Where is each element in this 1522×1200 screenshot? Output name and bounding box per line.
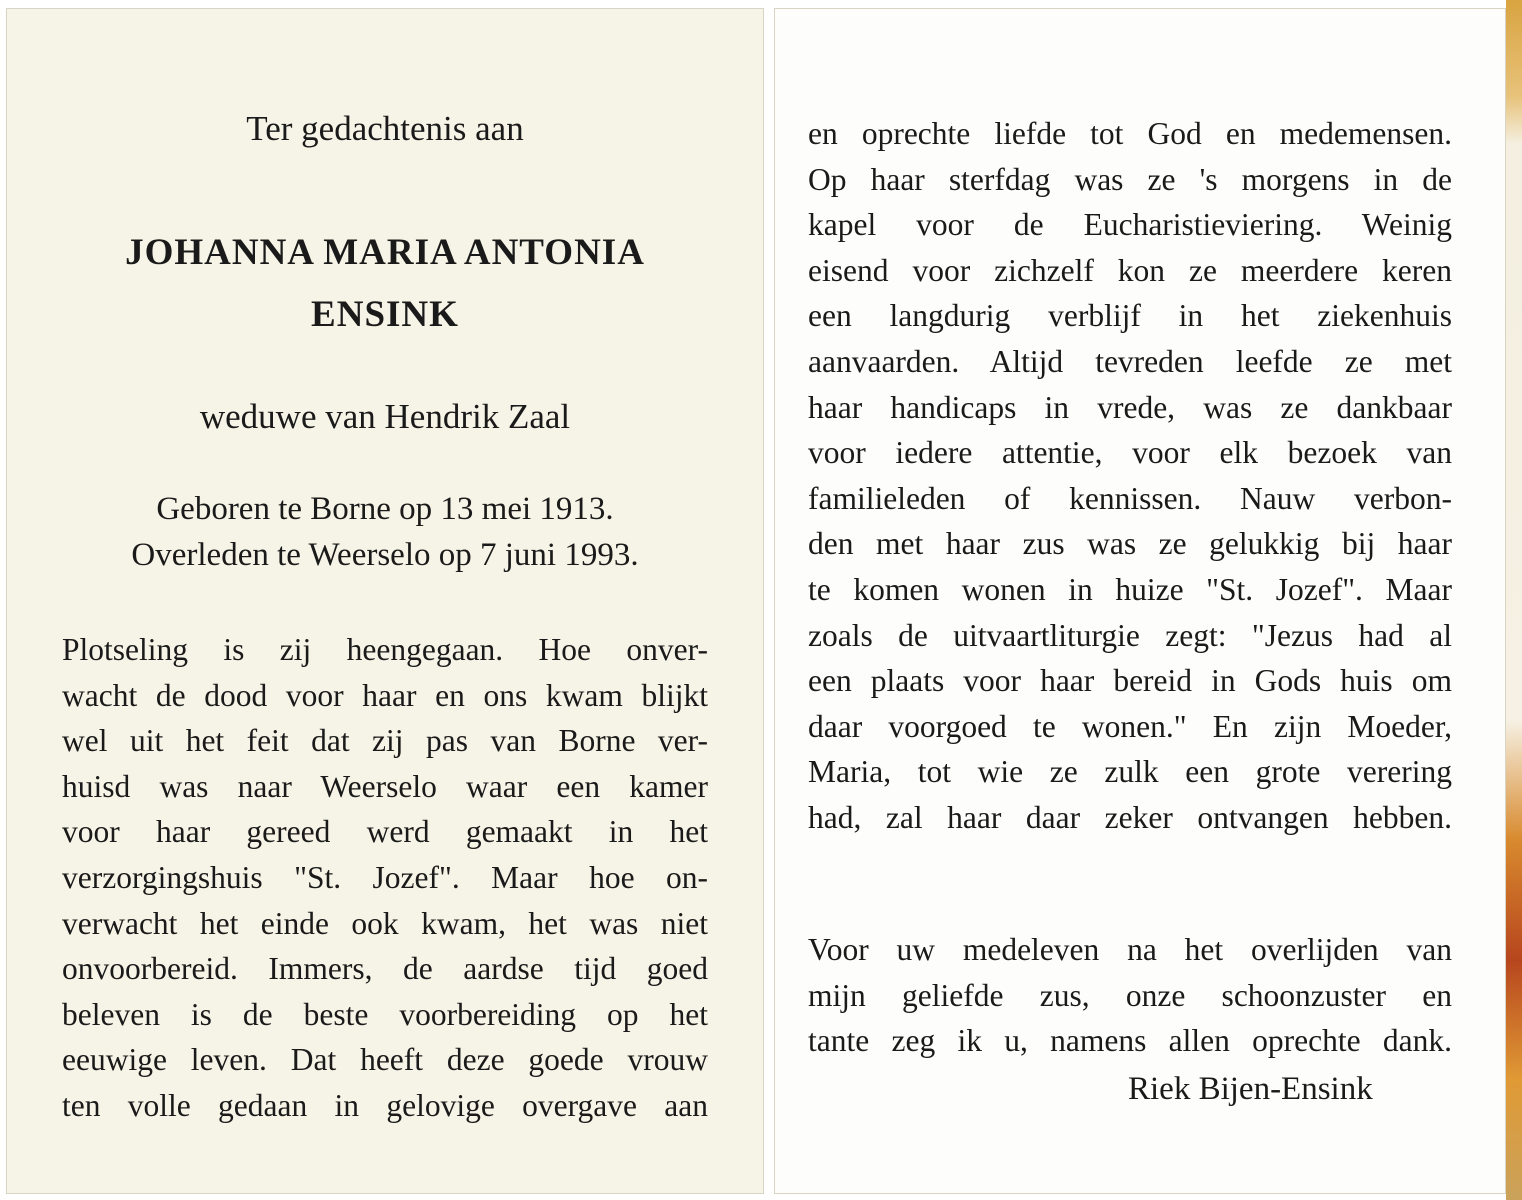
body-line: onvoorbereid. Immers, de aardse tijd goed xyxy=(62,951,708,987)
body-line: verwacht het einde ook kwam, het was niet xyxy=(62,905,708,941)
body-line: eeuwige leven. Dat heeft deze goede vrouw xyxy=(62,1042,708,1078)
body-line: Plotseling is zij heengegaan. Hoe onver- xyxy=(62,632,708,667)
body-line: te komen wonen in huize "St. Jozef". Maar xyxy=(808,571,1452,607)
intro-text: Ter gedachtenis aan xyxy=(246,109,524,148)
body-line: Op haar sterfdag was ze 's morgens in de xyxy=(808,161,1452,197)
right-card-page xyxy=(774,8,1506,1194)
body-line: eisend voor zichzelf kon ze meerdere keren xyxy=(808,252,1452,288)
left-card-page xyxy=(6,8,764,1194)
signature-text: Riek Bijen-Ensink xyxy=(1128,1071,1373,1107)
thanks-text xyxy=(808,927,1452,1064)
body-line: voor iedere attentie, voor elk bezoek van xyxy=(808,435,1452,471)
body-line: voor haar gereed werd gemaakt in het xyxy=(62,814,708,850)
body-line: wel uit het feit dat zij pas van Borne ver- xyxy=(62,723,708,759)
death-text: Overleden te Weerselo op 7 juni 1993. xyxy=(131,537,639,573)
body-line: huisd was naar Weerselo waar een kamer xyxy=(62,768,708,804)
body-line: had, zal haar daar zeker ontvangen hebben. xyxy=(808,799,1452,835)
body-line: zoals de uitvaartliturgie zegt: "Jezus had al xyxy=(808,617,1452,653)
body-line: daar voorgoed te wonen." En zijn Moeder, xyxy=(808,708,1452,744)
body-line: een langdurig verblijf in het ziekenhuis xyxy=(808,298,1452,334)
body-line: een plaats voor haar bereid in Gods huis om xyxy=(808,663,1452,699)
deceased-name-line1: JOHANNA MARIA ANTONIA xyxy=(125,232,645,273)
body-line: kapel voor de Eucharistieviering. Weinig xyxy=(808,207,1452,243)
thanks-line: Voor uw medeleven na het overlijden van xyxy=(808,932,1452,967)
body-line: ten volle gedaan in gelovige overgave aan xyxy=(62,1087,708,1123)
body-line: haar handicaps in vrede, was ze dankbaar xyxy=(808,389,1452,425)
body-line: wacht de dood voor haar en ons kwam blijkt xyxy=(62,677,708,713)
thanks-line: tante zeg ik u, namens allen oprechte dank. xyxy=(808,1023,1452,1059)
left-body-text xyxy=(62,627,708,1129)
body-line: den met haar zus was ze gelukkig bij haar xyxy=(808,526,1452,562)
body-line: verzorgingshuis "St. Jozef". Maar hoe on- xyxy=(62,859,708,895)
widow-of-text: weduwe van Hendrik Zaal xyxy=(199,397,571,436)
body-line: en oprechte liefde tot God en medemensen. xyxy=(808,116,1452,151)
deceased-name-line2: ENSINK xyxy=(311,294,459,335)
thanks-line: mijn geliefde zus, onze schoonzuster en xyxy=(808,977,1452,1013)
right-body-text xyxy=(808,111,1452,841)
body-line: familieleden of kennissen. Nauw verbon- xyxy=(808,480,1452,516)
body-line: beleven is de beste voorbereiding op het xyxy=(62,996,708,1032)
body-line: Maria, tot wie ze zulk een grote verering xyxy=(808,754,1452,790)
birth-text: Geboren te Borne op 13 mei 1913. xyxy=(156,491,614,527)
body-line: aanvaarden. Altijd tevreden leefde ze met xyxy=(808,343,1452,379)
photo-edge-strip xyxy=(1506,0,1522,1200)
